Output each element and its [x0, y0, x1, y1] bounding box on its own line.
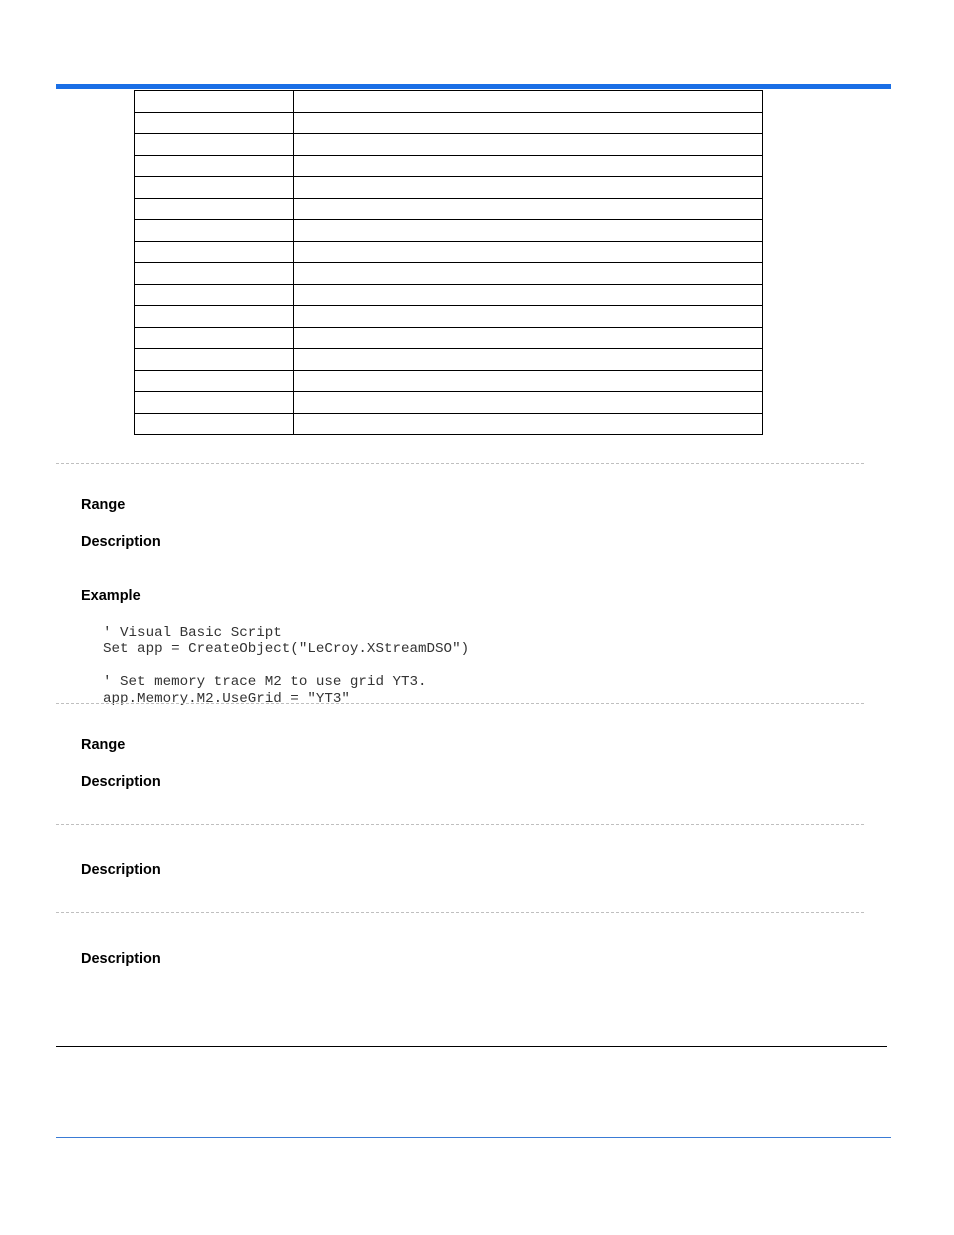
- range-heading: Range: [81, 497, 126, 513]
- table-row: [135, 198, 763, 220]
- table-row: [135, 349, 763, 371]
- table-row: [135, 241, 763, 263]
- table-cell-value: [294, 155, 763, 177]
- table-cell-name: [135, 306, 294, 328]
- table-row: [135, 263, 763, 285]
- table-cell-value: [294, 134, 763, 156]
- table-cell-value: [294, 392, 763, 414]
- table-cell-name: [135, 112, 294, 134]
- section-separator: [56, 703, 864, 704]
- table-cell-name: [135, 134, 294, 156]
- table-row: [135, 220, 763, 242]
- table-cell-name: [135, 263, 294, 285]
- table-cell-name: [135, 327, 294, 349]
- code-line: Set app = CreateObject("LeCroy.XStreamDSO"): [103, 641, 470, 657]
- table-cell-name: [135, 413, 294, 435]
- table-row: [135, 413, 763, 435]
- example-heading: Example: [81, 588, 141, 604]
- table-cell-value: [294, 112, 763, 134]
- table-row: [135, 284, 763, 306]
- table-cell-name: [135, 220, 294, 242]
- header-accent-bar: [56, 84, 891, 89]
- code-line: ' Visual Basic Script: [103, 624, 282, 641]
- code-line: [103, 658, 469, 675]
- description-heading: Description: [81, 534, 161, 550]
- table-cell-value: [294, 198, 763, 220]
- table-row: [135, 370, 763, 392]
- table-cell-name: [135, 177, 294, 199]
- footer-rule: [56, 1137, 891, 1138]
- table-cell-value: [294, 370, 763, 392]
- table-cell-value: [294, 284, 763, 306]
- table-row: [135, 91, 763, 113]
- range-heading: Range: [81, 737, 126, 753]
- table-cell-name: [135, 155, 294, 177]
- table-cell-value: [294, 306, 763, 328]
- table-cell-value: [294, 241, 763, 263]
- table-cell-name: [135, 349, 294, 371]
- section-separator: [56, 912, 864, 913]
- table-cell-value: [294, 327, 763, 349]
- table-cell-value: [294, 349, 763, 371]
- table-row: [135, 177, 763, 199]
- table-row: [135, 306, 763, 328]
- code-line: app.Memory.M2.UseGrid = "YT3": [103, 690, 350, 707]
- table-cell-name: [135, 241, 294, 263]
- description-heading: Description: [81, 951, 161, 967]
- property-table: [134, 90, 763, 435]
- table-row: [135, 392, 763, 414]
- description-heading: Description: [81, 862, 161, 878]
- code-line: ' Set memory trace M2 to use grid YT3.: [103, 674, 427, 690]
- table-row: [135, 112, 763, 134]
- property-table-body: [135, 91, 763, 435]
- table-cell-value: [294, 177, 763, 199]
- table-cell-name: [135, 91, 294, 113]
- code-example: [103, 608, 469, 707]
- table-cell-name: [135, 284, 294, 306]
- table-cell-value: [294, 220, 763, 242]
- table-cell-value: [294, 413, 763, 435]
- table-cell-value: [294, 263, 763, 285]
- content-end-rule: [56, 1046, 887, 1047]
- table-row: [135, 134, 763, 156]
- section-separator: [56, 463, 864, 464]
- table-cell-name: [135, 198, 294, 220]
- table-row: [135, 155, 763, 177]
- table-cell-name: [135, 392, 294, 414]
- table-row: [135, 327, 763, 349]
- table-cell-name: [135, 370, 294, 392]
- section-separator: [56, 824, 864, 825]
- description-heading: Description: [81, 774, 161, 790]
- table-cell-value: [294, 91, 763, 113]
